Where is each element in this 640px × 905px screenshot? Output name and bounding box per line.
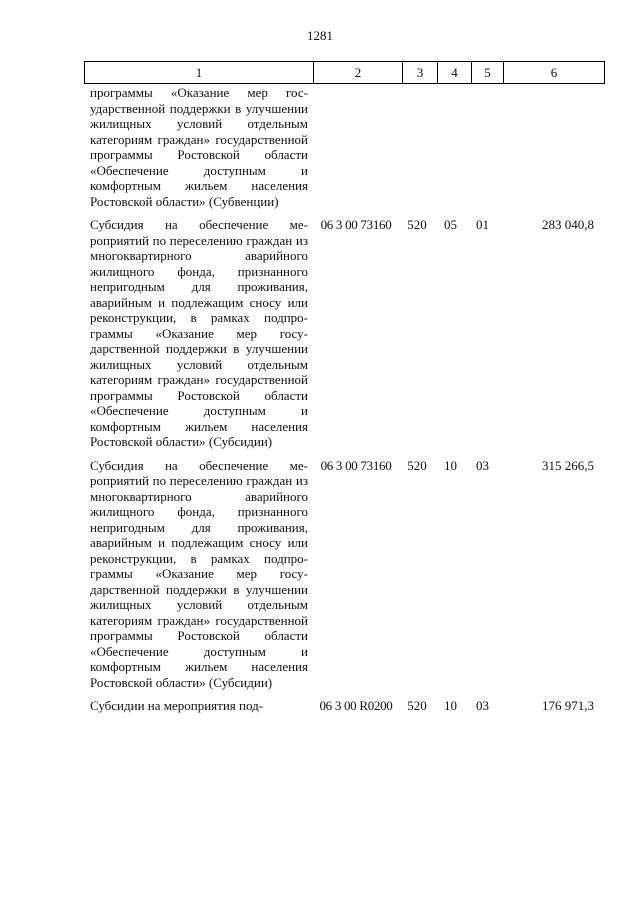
row-amount: 315 266,5 bbox=[542, 457, 594, 473]
table-row bbox=[84, 690, 598, 714]
row-name: Субсидия на обеспечение мероприятий по переселению граждан из многоквартирного аварийного жилищного фонда, признанного непригодным для проживания, аварийным и подлежащим сносу или реконструкции, в рамках подпрограммы «Оказание мер государственной поддержки в улучшении жилищных условий отдельным категориям граждан» государственной программы Ростовской области «Обеспечение доступным и комфортным жильем населения Ростовской области» (Субсидии) bbox=[90, 457, 308, 690]
row-name: Субсидии на мероприятия под- bbox=[90, 698, 264, 713]
column-header-6: 6 bbox=[504, 62, 605, 84]
row-vr bbox=[400, 85, 434, 209]
column-header-1: 1 bbox=[85, 62, 314, 84]
row-vr: 520 bbox=[407, 698, 427, 713]
row-name: программы «Оказание мер государственной поддержки в улучшении жилищных условий отдельным категориям граждан» государственной программы Ростовской области «Обеспечение доступным и комфортным жильем населения Ростовской области» (Субвенции) bbox=[90, 85, 308, 209]
budget-table bbox=[84, 85, 598, 714]
column-header-3: 3 bbox=[403, 62, 438, 84]
row-pr: 03 bbox=[476, 457, 489, 473]
table-row bbox=[84, 85, 598, 209]
column-header-row bbox=[85, 62, 605, 84]
row-vr: 520 bbox=[407, 217, 427, 232]
row-name: Субсидия на обеспечение мероприятий по переселению граждан из многоквартирного аварийного жилищного фонда, признанного непригодным для проживания, аварийным и подлежащим сносу или реконструкции, в рамках подпрограммы «Оказание мер государственной поддержки в улучшении жилищных условий отдельным категориям граждан» государственной программы Ростовской области «Обеспечение доступным и комфортным жильем населения Ростовской области» (Субсидии) bbox=[90, 217, 308, 449]
column-header-5: 5 bbox=[472, 62, 504, 84]
row-rz bbox=[434, 85, 467, 209]
row-pr: 03 bbox=[476, 698, 489, 713]
row-rz: 10 bbox=[444, 457, 457, 473]
table-row bbox=[84, 450, 598, 691]
row-pr: 01 bbox=[476, 217, 489, 232]
row-vr: 520 bbox=[407, 457, 427, 473]
row-amount bbox=[498, 85, 598, 209]
page-number: 1281 bbox=[307, 28, 333, 43]
column-header-table bbox=[84, 61, 605, 84]
column-header-2: 2 bbox=[314, 62, 403, 84]
row-rz: 10 bbox=[444, 698, 457, 713]
row-rz: 05 bbox=[444, 217, 457, 232]
table-row bbox=[84, 209, 598, 450]
column-header-4: 4 bbox=[438, 62, 472, 84]
row-code bbox=[312, 85, 400, 209]
row-pr bbox=[467, 85, 498, 209]
row-amount: 283 040,8 bbox=[542, 217, 594, 232]
row-code: 06 3 00 73160 bbox=[320, 457, 392, 473]
row-code: 06 3 00 R0200 bbox=[319, 698, 393, 713]
row-amount: 176 971,3 bbox=[542, 698, 594, 713]
row-code: 06 3 00 73160 bbox=[320, 217, 392, 232]
